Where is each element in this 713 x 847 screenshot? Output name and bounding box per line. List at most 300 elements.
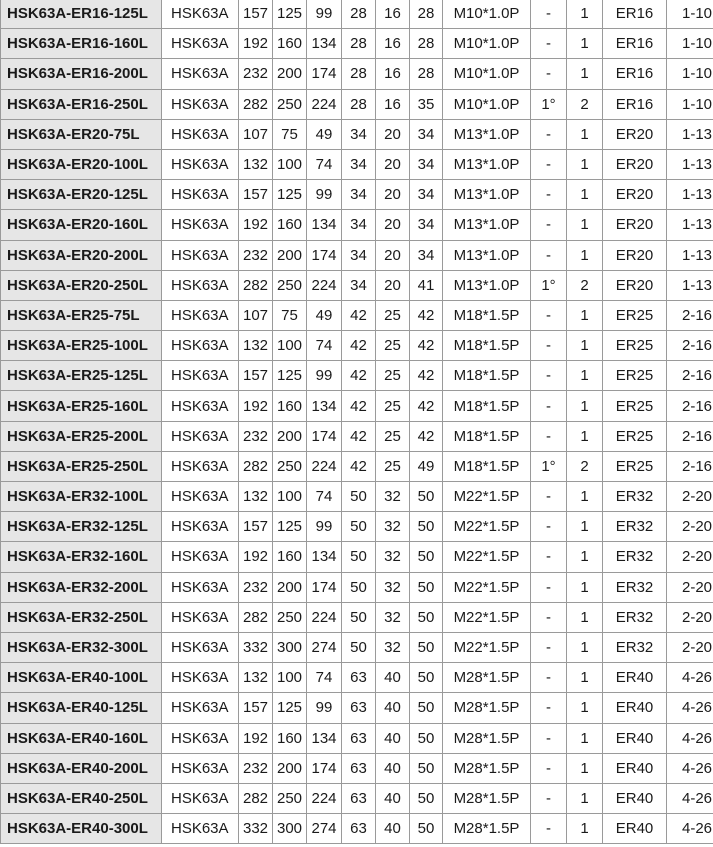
cell-D1: 28 bbox=[410, 59, 443, 89]
cell-L: 107 bbox=[239, 119, 273, 149]
cell-clamp-range: 1-13 bbox=[667, 240, 713, 270]
cell-shank: HSK63A bbox=[162, 0, 239, 29]
cell-L2: 224 bbox=[307, 451, 342, 481]
cell-thread: M18*1.5P bbox=[443, 300, 531, 330]
cell-model: HSK63A-ER25-100L bbox=[1, 331, 162, 361]
cell-clamp-range: 2-16 bbox=[667, 331, 713, 361]
table-row bbox=[1, 240, 713, 270]
cell-L1: 75 bbox=[273, 300, 307, 330]
cell-D: 34 bbox=[342, 270, 376, 300]
cell-angle: - bbox=[531, 210, 567, 240]
table-row bbox=[1, 602, 713, 632]
table-row bbox=[1, 814, 713, 844]
cell-collet: ER40 bbox=[603, 663, 667, 693]
cell-L2: 174 bbox=[307, 572, 342, 602]
cell-model: HSK63A-ER32-160L bbox=[1, 542, 162, 572]
cell-qty: 1 bbox=[567, 421, 603, 451]
cell-model: HSK63A-ER16-250L bbox=[1, 89, 162, 119]
cell-d: 40 bbox=[376, 753, 410, 783]
cell-clamp-range: 1-13 bbox=[667, 149, 713, 179]
table-row bbox=[1, 723, 713, 753]
spec-table-body bbox=[1, 0, 713, 844]
cell-shank: HSK63A bbox=[162, 180, 239, 210]
cell-shank: HSK63A bbox=[162, 512, 239, 542]
cell-D: 42 bbox=[342, 421, 376, 451]
cell-L1: 160 bbox=[273, 210, 307, 240]
cell-collet: ER40 bbox=[603, 753, 667, 783]
cell-collet: ER32 bbox=[603, 632, 667, 662]
cell-shank: HSK63A bbox=[162, 119, 239, 149]
cell-shank: HSK63A bbox=[162, 300, 239, 330]
cell-angle: - bbox=[531, 693, 567, 723]
cell-D: 28 bbox=[342, 29, 376, 59]
cell-model: HSK63A-ER32-200L bbox=[1, 572, 162, 602]
table-row bbox=[1, 300, 713, 330]
cell-D1: 28 bbox=[410, 0, 443, 29]
cell-collet: ER32 bbox=[603, 512, 667, 542]
cell-thread: M28*1.5P bbox=[443, 753, 531, 783]
cell-D: 50 bbox=[342, 572, 376, 602]
cell-d: 16 bbox=[376, 29, 410, 59]
cell-d: 20 bbox=[376, 240, 410, 270]
cell-collet: ER20 bbox=[603, 210, 667, 240]
cell-clamp-range: 1-10 bbox=[667, 89, 713, 119]
cell-L2: 74 bbox=[307, 482, 342, 512]
cell-D: 63 bbox=[342, 814, 376, 844]
cell-L: 132 bbox=[239, 482, 273, 512]
cell-D: 28 bbox=[342, 59, 376, 89]
cell-shank: HSK63A bbox=[162, 723, 239, 753]
cell-L1: 160 bbox=[273, 391, 307, 421]
cell-L2: 274 bbox=[307, 632, 342, 662]
cell-L: 232 bbox=[239, 753, 273, 783]
cell-D: 50 bbox=[342, 632, 376, 662]
cell-D1: 50 bbox=[410, 572, 443, 602]
cell-angle: - bbox=[531, 180, 567, 210]
cell-L1: 125 bbox=[273, 180, 307, 210]
cell-qty: 1 bbox=[567, 391, 603, 421]
table-row bbox=[1, 421, 713, 451]
cell-model: HSK63A-ER40-300L bbox=[1, 814, 162, 844]
cell-L2: 174 bbox=[307, 59, 342, 89]
cell-shank: HSK63A bbox=[162, 451, 239, 481]
cell-L: 192 bbox=[239, 210, 273, 240]
cell-clamp-range: 4-26 bbox=[667, 783, 713, 813]
cell-shank: HSK63A bbox=[162, 240, 239, 270]
cell-L2: 134 bbox=[307, 723, 342, 753]
cell-L: 232 bbox=[239, 572, 273, 602]
cell-L2: 224 bbox=[307, 602, 342, 632]
cell-L2: 74 bbox=[307, 663, 342, 693]
cell-d: 16 bbox=[376, 0, 410, 29]
cell-shank: HSK63A bbox=[162, 482, 239, 512]
cell-thread: M18*1.5P bbox=[443, 421, 531, 451]
cell-thread: M22*1.5P bbox=[443, 482, 531, 512]
cell-shank: HSK63A bbox=[162, 602, 239, 632]
table-row bbox=[1, 119, 713, 149]
cell-L1: 300 bbox=[273, 814, 307, 844]
cell-L2: 174 bbox=[307, 753, 342, 783]
cell-collet: ER20 bbox=[603, 180, 667, 210]
cell-L1: 100 bbox=[273, 149, 307, 179]
cell-qty: 1 bbox=[567, 119, 603, 149]
cell-angle: - bbox=[531, 391, 567, 421]
cell-shank: HSK63A bbox=[162, 693, 239, 723]
cell-angle: - bbox=[531, 29, 567, 59]
cell-L2: 174 bbox=[307, 240, 342, 270]
cell-L: 232 bbox=[239, 421, 273, 451]
cell-model: HSK63A-ER40-100L bbox=[1, 663, 162, 693]
cell-collet: ER25 bbox=[603, 421, 667, 451]
cell-angle: - bbox=[531, 632, 567, 662]
cell-shank: HSK63A bbox=[162, 753, 239, 783]
cell-model: HSK63A-ER40-125L bbox=[1, 693, 162, 723]
cell-L2: 99 bbox=[307, 180, 342, 210]
cell-model: HSK63A-ER16-125L bbox=[1, 0, 162, 29]
cell-model: HSK63A-ER25-125L bbox=[1, 361, 162, 391]
cell-clamp-range: 1-10 bbox=[667, 29, 713, 59]
cell-qty: 1 bbox=[567, 180, 603, 210]
cell-model: HSK63A-ER16-200L bbox=[1, 59, 162, 89]
cell-angle: - bbox=[531, 814, 567, 844]
cell-angle: - bbox=[531, 240, 567, 270]
cell-shank: HSK63A bbox=[162, 331, 239, 361]
cell-collet: ER20 bbox=[603, 149, 667, 179]
cell-shank: HSK63A bbox=[162, 59, 239, 89]
cell-model: HSK63A-ER25-160L bbox=[1, 391, 162, 421]
cell-collet: ER20 bbox=[603, 270, 667, 300]
cell-model: HSK63A-ER20-100L bbox=[1, 149, 162, 179]
cell-d: 32 bbox=[376, 632, 410, 662]
cell-angle: - bbox=[531, 753, 567, 783]
cell-d: 20 bbox=[376, 119, 410, 149]
cell-L2: 274 bbox=[307, 814, 342, 844]
cell-D: 34 bbox=[342, 210, 376, 240]
cell-qty: 1 bbox=[567, 361, 603, 391]
cell-model: HSK63A-ER40-160L bbox=[1, 723, 162, 753]
cell-angle: - bbox=[531, 542, 567, 572]
table-row bbox=[1, 632, 713, 662]
cell-collet: ER40 bbox=[603, 783, 667, 813]
cell-clamp-range: 1-13 bbox=[667, 270, 713, 300]
cell-D1: 50 bbox=[410, 663, 443, 693]
table-row bbox=[1, 542, 713, 572]
cell-D: 63 bbox=[342, 663, 376, 693]
cell-L: 107 bbox=[239, 300, 273, 330]
cell-D: 50 bbox=[342, 482, 376, 512]
table-row bbox=[1, 512, 713, 542]
cell-d: 20 bbox=[376, 149, 410, 179]
cell-d: 20 bbox=[376, 270, 410, 300]
cell-L2: 74 bbox=[307, 149, 342, 179]
cell-qty: 1 bbox=[567, 149, 603, 179]
cell-L: 157 bbox=[239, 512, 273, 542]
cell-angle: 1° bbox=[531, 270, 567, 300]
cell-d: 25 bbox=[376, 451, 410, 481]
cell-collet: ER32 bbox=[603, 542, 667, 572]
cell-thread: M28*1.5P bbox=[443, 663, 531, 693]
cell-L1: 125 bbox=[273, 512, 307, 542]
cell-L1: 250 bbox=[273, 270, 307, 300]
cell-qty: 1 bbox=[567, 482, 603, 512]
cell-L2: 134 bbox=[307, 210, 342, 240]
cell-thread: M10*1.0P bbox=[443, 89, 531, 119]
cell-d: 25 bbox=[376, 331, 410, 361]
cell-L: 282 bbox=[239, 783, 273, 813]
cell-clamp-range: 1-10 bbox=[667, 0, 713, 29]
cell-L1: 100 bbox=[273, 482, 307, 512]
cell-L2: 224 bbox=[307, 783, 342, 813]
cell-L: 332 bbox=[239, 814, 273, 844]
cell-D1: 34 bbox=[410, 180, 443, 210]
cell-L: 282 bbox=[239, 89, 273, 119]
cell-d: 20 bbox=[376, 210, 410, 240]
cell-D1: 42 bbox=[410, 421, 443, 451]
cell-shank: HSK63A bbox=[162, 89, 239, 119]
cell-D: 28 bbox=[342, 0, 376, 29]
cell-L1: 300 bbox=[273, 632, 307, 662]
cell-clamp-range: 2-16 bbox=[667, 451, 713, 481]
cell-collet: ER20 bbox=[603, 240, 667, 270]
cell-D1: 28 bbox=[410, 29, 443, 59]
cell-D1: 50 bbox=[410, 482, 443, 512]
cell-model: HSK63A-ER32-100L bbox=[1, 482, 162, 512]
cell-L1: 250 bbox=[273, 783, 307, 813]
cell-D1: 50 bbox=[410, 814, 443, 844]
cell-clamp-range: 2-20 bbox=[667, 632, 713, 662]
cell-qty: 2 bbox=[567, 451, 603, 481]
cell-clamp-range: 4-26 bbox=[667, 693, 713, 723]
cell-D: 63 bbox=[342, 693, 376, 723]
cell-thread: M22*1.5P bbox=[443, 602, 531, 632]
cell-d: 25 bbox=[376, 300, 410, 330]
cell-shank: HSK63A bbox=[162, 783, 239, 813]
cell-qty: 1 bbox=[567, 29, 603, 59]
cell-D: 50 bbox=[342, 602, 376, 632]
cell-D: 34 bbox=[342, 240, 376, 270]
cell-clamp-range: 4-26 bbox=[667, 723, 713, 753]
cell-angle: - bbox=[531, 0, 567, 29]
cell-thread: M18*1.5P bbox=[443, 451, 531, 481]
cell-D: 42 bbox=[342, 451, 376, 481]
cell-model: HSK63A-ER20-250L bbox=[1, 270, 162, 300]
cell-L: 192 bbox=[239, 29, 273, 59]
cell-thread: M28*1.5P bbox=[443, 693, 531, 723]
cell-d: 32 bbox=[376, 572, 410, 602]
cell-model: HSK63A-ER25-250L bbox=[1, 451, 162, 481]
cell-thread: M18*1.5P bbox=[443, 331, 531, 361]
table-row bbox=[1, 180, 713, 210]
cell-qty: 1 bbox=[567, 331, 603, 361]
cell-clamp-range: 4-26 bbox=[667, 753, 713, 783]
cell-L: 192 bbox=[239, 723, 273, 753]
cell-collet: ER40 bbox=[603, 723, 667, 753]
cell-model: HSK63A-ER20-125L bbox=[1, 180, 162, 210]
table-row bbox=[1, 361, 713, 391]
table-row bbox=[1, 693, 713, 723]
table-row bbox=[1, 0, 713, 29]
cell-d: 16 bbox=[376, 59, 410, 89]
cell-collet: ER32 bbox=[603, 602, 667, 632]
cell-L: 282 bbox=[239, 270, 273, 300]
cell-D1: 42 bbox=[410, 391, 443, 421]
cell-L1: 100 bbox=[273, 663, 307, 693]
cell-D: 42 bbox=[342, 361, 376, 391]
cell-thread: M10*1.0P bbox=[443, 59, 531, 89]
table-row bbox=[1, 331, 713, 361]
cell-angle: 1° bbox=[531, 89, 567, 119]
cell-thread: M18*1.5P bbox=[443, 391, 531, 421]
cell-qty: 1 bbox=[567, 542, 603, 572]
cell-clamp-range: 4-26 bbox=[667, 814, 713, 844]
table-row bbox=[1, 783, 713, 813]
cell-qty: 1 bbox=[567, 723, 603, 753]
table-row bbox=[1, 270, 713, 300]
cell-L1: 250 bbox=[273, 89, 307, 119]
table-row bbox=[1, 482, 713, 512]
cell-angle: - bbox=[531, 572, 567, 602]
table-row bbox=[1, 210, 713, 240]
cell-L1: 200 bbox=[273, 421, 307, 451]
cell-L2: 174 bbox=[307, 421, 342, 451]
cell-collet: ER25 bbox=[603, 451, 667, 481]
cell-L1: 75 bbox=[273, 119, 307, 149]
cell-L2: 134 bbox=[307, 29, 342, 59]
cell-L2: 224 bbox=[307, 89, 342, 119]
cell-angle: - bbox=[531, 119, 567, 149]
cell-qty: 1 bbox=[567, 783, 603, 813]
cell-qty: 1 bbox=[567, 814, 603, 844]
cell-shank: HSK63A bbox=[162, 663, 239, 693]
cell-L1: 200 bbox=[273, 240, 307, 270]
cell-D1: 34 bbox=[410, 119, 443, 149]
cell-D1: 35 bbox=[410, 89, 443, 119]
cell-D: 63 bbox=[342, 723, 376, 753]
cell-qty: 1 bbox=[567, 300, 603, 330]
cell-L: 192 bbox=[239, 542, 273, 572]
cell-L1: 250 bbox=[273, 602, 307, 632]
cell-model: HSK63A-ER25-200L bbox=[1, 421, 162, 451]
cell-qty: 1 bbox=[567, 753, 603, 783]
cell-qty: 1 bbox=[567, 572, 603, 602]
cell-D: 63 bbox=[342, 753, 376, 783]
cell-L: 157 bbox=[239, 361, 273, 391]
cell-model: HSK63A-ER40-250L bbox=[1, 783, 162, 813]
cell-thread: M13*1.0P bbox=[443, 240, 531, 270]
cell-D1: 50 bbox=[410, 512, 443, 542]
cell-clamp-range: 1-10 bbox=[667, 59, 713, 89]
cell-D1: 50 bbox=[410, 783, 443, 813]
cell-thread: M22*1.5P bbox=[443, 512, 531, 542]
cell-angle: - bbox=[531, 59, 567, 89]
cell-D1: 42 bbox=[410, 361, 443, 391]
cell-L: 332 bbox=[239, 632, 273, 662]
cell-angle: - bbox=[531, 663, 567, 693]
cell-clamp-range: 2-16 bbox=[667, 391, 713, 421]
cell-d: 32 bbox=[376, 542, 410, 572]
cell-clamp-range: 2-20 bbox=[667, 602, 713, 632]
cell-collet: ER32 bbox=[603, 572, 667, 602]
cell-model: HSK63A-ER32-250L bbox=[1, 602, 162, 632]
cell-d: 32 bbox=[376, 482, 410, 512]
cell-d: 32 bbox=[376, 512, 410, 542]
cell-L2: 49 bbox=[307, 119, 342, 149]
table-row bbox=[1, 391, 713, 421]
cell-d: 40 bbox=[376, 663, 410, 693]
cell-D: 34 bbox=[342, 149, 376, 179]
cell-L1: 125 bbox=[273, 361, 307, 391]
cell-qty: 1 bbox=[567, 693, 603, 723]
cell-L2: 49 bbox=[307, 300, 342, 330]
cell-D: 50 bbox=[342, 542, 376, 572]
cell-D: 42 bbox=[342, 391, 376, 421]
cell-model: HSK63A-ER20-75L bbox=[1, 119, 162, 149]
cell-angle: - bbox=[531, 602, 567, 632]
cell-D1: 42 bbox=[410, 331, 443, 361]
cell-L2: 99 bbox=[307, 512, 342, 542]
cell-angle: - bbox=[531, 783, 567, 813]
cell-L1: 160 bbox=[273, 29, 307, 59]
cell-thread: M10*1.0P bbox=[443, 29, 531, 59]
cell-thread: M28*1.5P bbox=[443, 814, 531, 844]
cell-d: 40 bbox=[376, 814, 410, 844]
table-row bbox=[1, 451, 713, 481]
cell-d: 20 bbox=[376, 180, 410, 210]
cell-model: HSK63A-ER16-160L bbox=[1, 29, 162, 59]
table-row bbox=[1, 89, 713, 119]
cell-L: 157 bbox=[239, 0, 273, 29]
cell-angle: - bbox=[531, 482, 567, 512]
cell-qty: 1 bbox=[567, 663, 603, 693]
cell-collet: ER16 bbox=[603, 59, 667, 89]
cell-collet: ER25 bbox=[603, 300, 667, 330]
cell-D1: 50 bbox=[410, 632, 443, 662]
cell-D: 42 bbox=[342, 331, 376, 361]
cell-D1: 41 bbox=[410, 270, 443, 300]
cell-shank: HSK63A bbox=[162, 29, 239, 59]
cell-collet: ER25 bbox=[603, 361, 667, 391]
cell-L2: 99 bbox=[307, 693, 342, 723]
cell-shank: HSK63A bbox=[162, 270, 239, 300]
cell-d: 40 bbox=[376, 723, 410, 753]
cell-L1: 125 bbox=[273, 0, 307, 29]
cell-collet: ER25 bbox=[603, 331, 667, 361]
cell-L: 232 bbox=[239, 59, 273, 89]
cell-d: 25 bbox=[376, 361, 410, 391]
cell-clamp-range: 1-13 bbox=[667, 210, 713, 240]
cell-clamp-range: 2-20 bbox=[667, 512, 713, 542]
table-row bbox=[1, 663, 713, 693]
cell-thread: M13*1.0P bbox=[443, 149, 531, 179]
cell-clamp-range: 2-16 bbox=[667, 421, 713, 451]
cell-L: 192 bbox=[239, 391, 273, 421]
cell-d: 40 bbox=[376, 783, 410, 813]
cell-collet: ER40 bbox=[603, 693, 667, 723]
cell-D1: 34 bbox=[410, 149, 443, 179]
cell-D1: 50 bbox=[410, 602, 443, 632]
cell-D: 34 bbox=[342, 180, 376, 210]
cell-qty: 1 bbox=[567, 59, 603, 89]
cell-L1: 200 bbox=[273, 753, 307, 783]
cell-L2: 99 bbox=[307, 0, 342, 29]
cell-qty: 2 bbox=[567, 270, 603, 300]
table-row bbox=[1, 149, 713, 179]
cell-D: 50 bbox=[342, 512, 376, 542]
cell-thread: M18*1.5P bbox=[443, 361, 531, 391]
cell-model: HSK63A-ER32-300L bbox=[1, 632, 162, 662]
cell-collet: ER20 bbox=[603, 119, 667, 149]
cell-angle: - bbox=[531, 361, 567, 391]
